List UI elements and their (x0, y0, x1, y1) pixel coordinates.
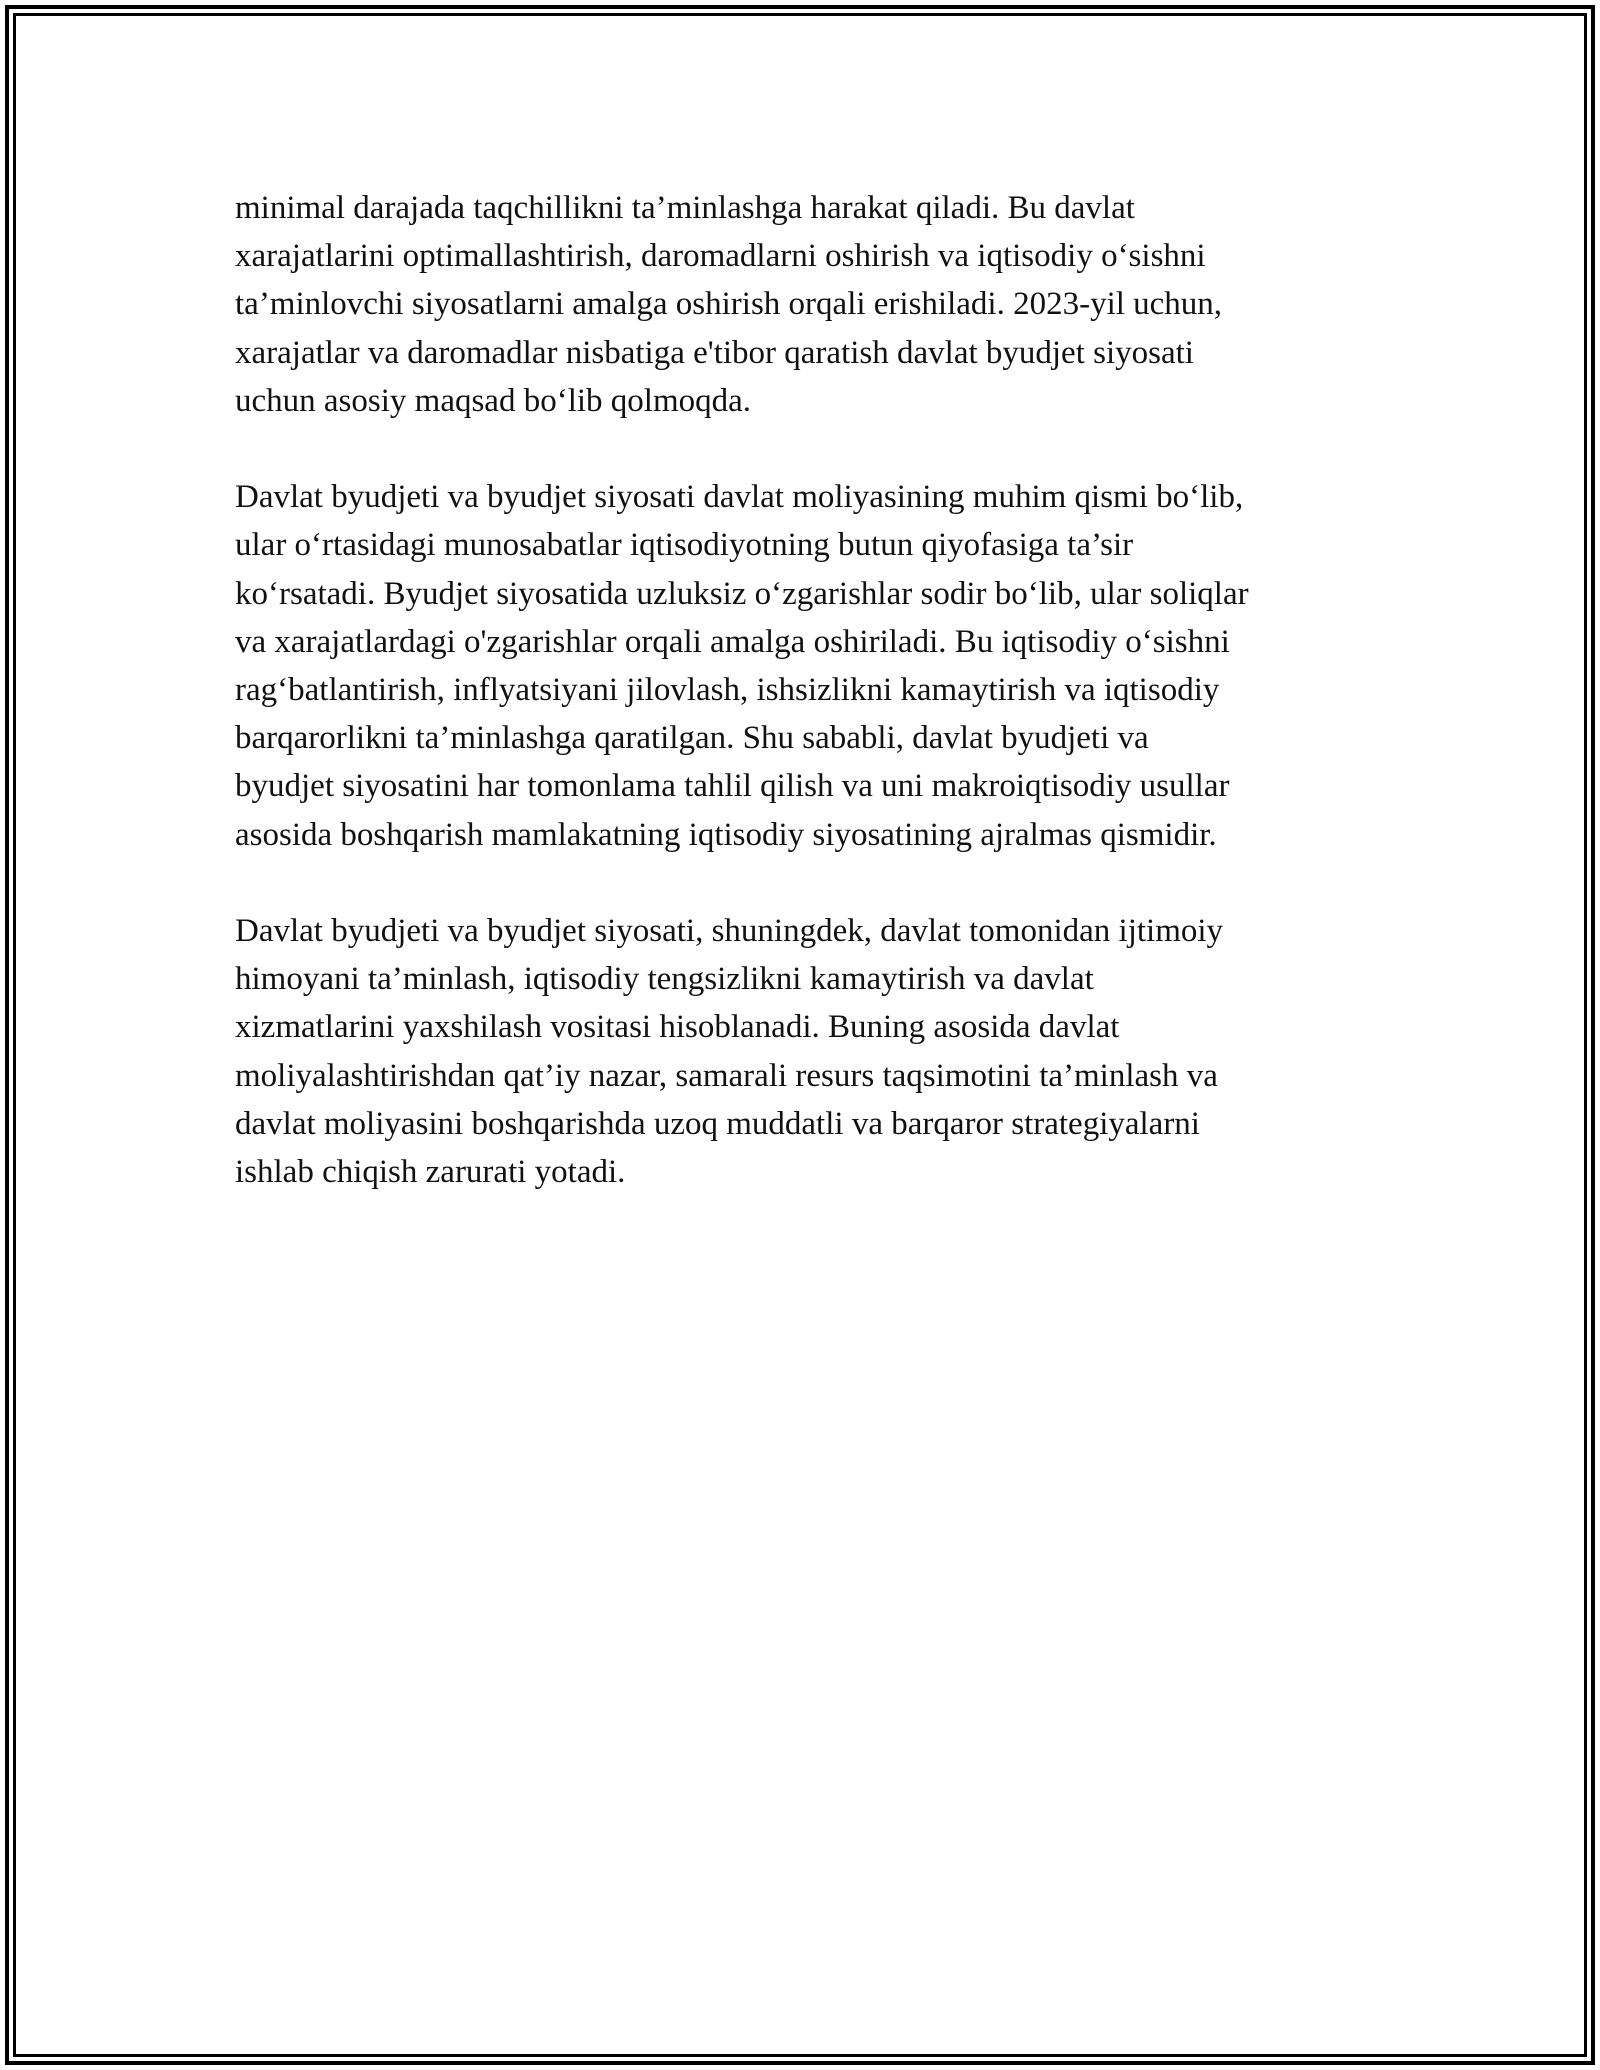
text-line: davlat moliyasini boshqarishda uzoq muddatli va barqaror strategiyalarni (235, 1105, 1200, 1142)
text-line: rag‘batlantirish, inflyatsiyani jilovlash, ishsizlikni kamaytirish va iqtisodiy (235, 672, 1220, 709)
paragraph-3 (235, 907, 1375, 1196)
document-body (235, 184, 1375, 1244)
paragraph-2 (235, 473, 1375, 859)
text-line: barqarorlikni ta’minlashga qaratilgan. Shu sababli, davlat byudjeti va (235, 720, 1149, 757)
text-line: ishlab chiqish zarurati yotadi. (235, 1154, 626, 1191)
text-line: byudjet siyosatini har tomonlama tahlil qilish va uni makroiqtisodiy usullar (235, 768, 1230, 805)
paragraph-1 (235, 184, 1375, 425)
text-line: asosida boshqarish mamlakatning iqtisodiy siyosatining ajralmas qismidir. (235, 816, 1217, 853)
text-line: moliyalashtirishdan qat’iy nazar, samarali resurs taqsimotini ta’minlash va (235, 1057, 1218, 1094)
text-line: ular o‘rtasidagi munosabatlar iqtisodiyotning butun qiyofasiga ta’sir (235, 527, 1134, 564)
text-line: xarajatlarini optimallashtirish, daromadlarni oshirish va iqtisodiy o‘sishni (235, 238, 1206, 275)
text-line: va xarajatlardagi o'zgarishlar orqali amalga oshiriladi. Bu iqtisodiy o‘sishni (235, 623, 1230, 660)
text-line: Davlat byudjeti va byudjet siyosati davlat moliyasining muhim qismi bo‘lib, (235, 479, 1244, 516)
text-line: himoyani ta’minlash, iqtisodiy tengsizlikni kamaytirish va davlat (235, 961, 1094, 998)
text-line: minimal darajada taqchillikni ta’minlashga harakat qiladi. Bu davlat (235, 190, 1135, 226)
text-line: ko‘rsatadi. Byudjet siyosatida uzluksiz o‘zgarishlar sodir bo‘lib, ular soliqlar (235, 575, 1249, 612)
text-line: Davlat byudjeti va byudjet siyosati, shuningdek, davlat tomonidan ijtimoiy (235, 913, 1224, 950)
text-line: xarajatlar va daromadlar nisbatiga e'tibor qaratish davlat byudjet siyosati (235, 334, 1194, 371)
text-line: uchun asosiy maqsad bo‘lib qolmoqda. (235, 382, 752, 419)
text-line: xizmatlarini yaxshilash vositasi hisoblanadi. Buning asosida davlat (235, 1009, 1120, 1046)
text-line: ta’minlovchi siyosatlarni amalga oshirish orqali erishiladi. 2023-yil uchun, (235, 286, 1223, 323)
